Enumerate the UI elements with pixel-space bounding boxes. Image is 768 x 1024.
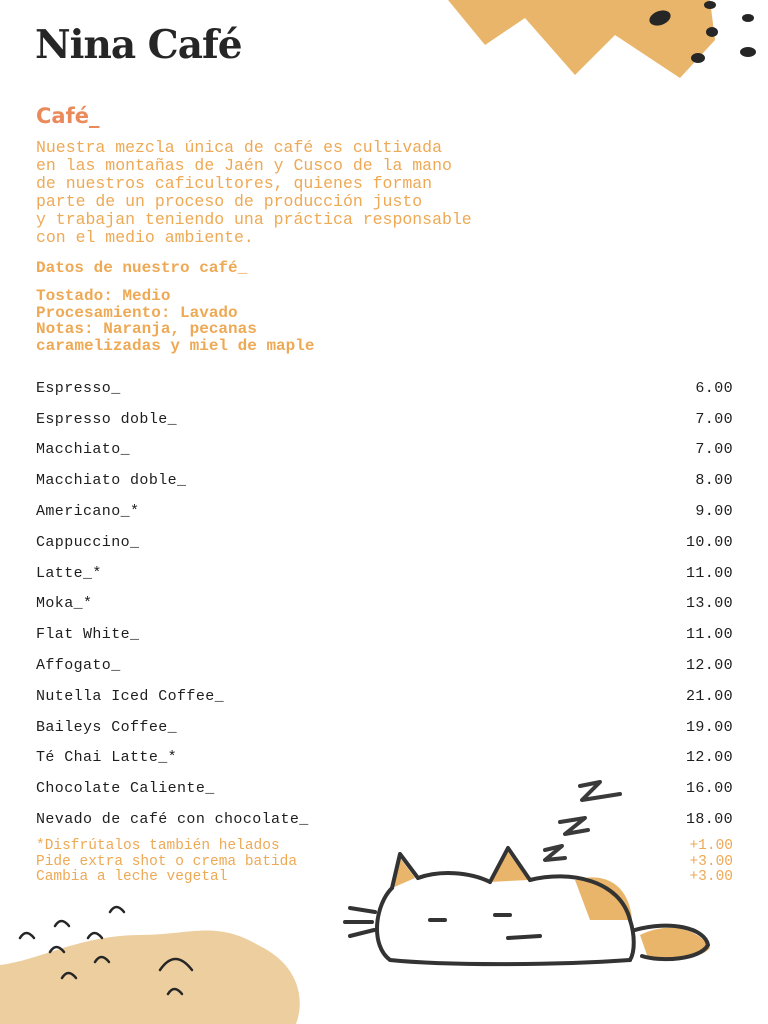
menu-item	[36, 373, 733, 404]
menu-item-name: Cappuccino_	[36, 533, 140, 551]
extra-note	[36, 855, 733, 871]
menu-item-name: Latte_*	[36, 564, 102, 582]
menu-item	[36, 527, 733, 558]
menu-item-price: 10.00	[685, 533, 733, 551]
menu-item-price: 8.00	[695, 472, 733, 490]
menu-item-name: Moka_*	[36, 595, 93, 613]
menu-item	[36, 435, 733, 466]
details-title: Datos de nuestro café_	[36, 259, 248, 277]
menu-item	[36, 496, 733, 527]
menu-item	[36, 804, 733, 835]
menu-item	[36, 558, 733, 589]
extra-note-text: Pide extra shot o crema batida	[36, 853, 298, 870]
extra-note-price: +3.00	[689, 869, 733, 886]
menu-item	[36, 619, 733, 650]
menu-item-name: Macchiato doble_	[36, 472, 187, 490]
menu-item-name: Espresso_	[36, 379, 121, 397]
menu-item-price: 21.00	[685, 687, 733, 705]
menu-item-name: Affogato_	[36, 657, 121, 675]
menu-item-name: Baileys Coffee_	[36, 718, 178, 736]
menu-item-price: 12.00	[685, 749, 733, 767]
menu-item-name: Macchiato_	[36, 441, 131, 459]
menu-item-name: Té Chai Latte_*	[36, 749, 178, 767]
menu-item-price: 6.00	[695, 379, 733, 397]
menu-item-price: 18.00	[685, 811, 733, 829]
extras-notes	[36, 839, 733, 886]
coffee-details: Tostado: Medio Procesamiento: Lavado Notas: Naranja, pecanas caramelizadas y miel de maple	[36, 287, 315, 356]
extra-note-price: +1.00	[689, 838, 733, 855]
menu-item-price: 12.00	[685, 657, 733, 675]
menu-item-price: 9.00	[695, 503, 733, 521]
extra-note-text: *Disfrútalos también helados	[36, 838, 280, 855]
menu-item	[36, 681, 733, 712]
menu-list	[36, 373, 733, 835]
menu-item-price: 11.00	[685, 564, 733, 582]
menu-item-name: Nutella Iced Coffee_	[36, 687, 225, 705]
menu-item-name: Espresso doble_	[36, 410, 178, 428]
extra-note-price: +3.00	[689, 853, 733, 870]
menu-item-name: Americano_*	[36, 503, 140, 521]
menu-item	[36, 650, 733, 681]
menu-item	[36, 712, 733, 743]
menu-item-name: Flat White_	[36, 626, 140, 644]
menu-item-price: 16.00	[685, 780, 733, 798]
menu-item	[36, 465, 733, 496]
section-title: Café_	[36, 104, 100, 128]
menu-item	[36, 743, 733, 774]
menu-item-price: 11.00	[685, 626, 733, 644]
menu-item-name: Nevado de café con chocolate_	[36, 811, 309, 829]
menu-item-name: Chocolate Caliente_	[36, 780, 215, 798]
menu-item-price: 7.00	[695, 441, 733, 459]
menu-item-price: 13.00	[685, 595, 733, 613]
menu-item	[36, 589, 733, 620]
blob-decoration-icon	[430, 0, 768, 90]
extra-note	[36, 839, 733, 855]
extra-note-text: Cambia a leche vegetal	[36, 869, 228, 886]
section-description: Nuestra mezcla única de café es cultivada en las montañas de Jaén y Cusco de la mano de nuestros caficultores, quienes forman parte de un proceso de producción justo y trabajan teniendo una práctica responsable con el medio ambiente.	[36, 138, 472, 247]
menu-item-price: 7.00	[695, 410, 733, 428]
blob-decoration-icon	[0, 890, 310, 1024]
brand-logo: Nina Café	[35, 22, 242, 68]
menu-item-price: 19.00	[685, 718, 733, 736]
extra-note	[36, 870, 733, 886]
menu-item	[36, 773, 733, 804]
menu-item	[36, 404, 733, 435]
